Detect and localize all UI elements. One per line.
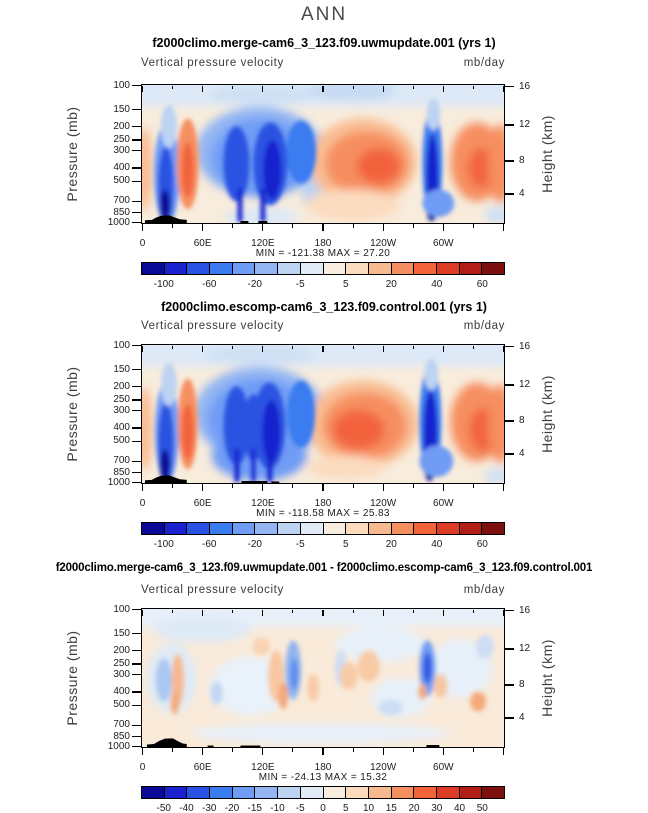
height-tick [505, 648, 514, 649]
longitude-minor-tick [232, 748, 233, 752]
season-title: ANN [300, 4, 348, 25]
pressure-tick-label: 700 [113, 195, 130, 207]
longitude-tick-label: 60W [433, 498, 454, 509]
colorbar-segment [459, 787, 482, 798]
height-tick-label: 12 [519, 643, 531, 654]
pressure-tick-label: 200 [113, 380, 130, 392]
colorbar-tick-label: 40 [431, 279, 443, 290]
colorbar-tick-label: 15 [385, 803, 397, 813]
longitude-tick [262, 748, 263, 755]
pressure-tick [132, 674, 141, 675]
height-tick-label: 8 [519, 415, 525, 426]
colorbar-tick-label: -5 [295, 539, 305, 550]
pressure-tick-label: 700 [113, 719, 130, 731]
colorbar-segment [436, 787, 459, 798]
pressure-tick-label: 300 [113, 668, 130, 680]
colorbar-tick-label: -40 [179, 803, 194, 813]
colorbar-tick-label: -100 [153, 279, 174, 290]
longitude-tick-label: 60W [433, 238, 454, 249]
colorbar-tick-label: 5 [342, 279, 349, 290]
longitude-tick [142, 748, 143, 755]
longitude-tick-top [322, 610, 323, 616]
height-axis-title: Height (km) [539, 639, 555, 717]
longitude-tick-label: 180 [314, 238, 332, 249]
height-tick [505, 610, 514, 611]
pressure-tick-label: 100 [113, 603, 130, 615]
pressure-axis-title: Pressure (mb) [64, 630, 80, 726]
longitude-tick-top [202, 610, 203, 616]
colorbar-segment [254, 787, 277, 798]
minmax-stats: MIN = -24.13 MAX = 15.32 [258, 772, 388, 783]
panel-title: f2000climo.merge-cam6_3_123.f09.uwmupdate.001 - f2000climo.escomp-cam6_3_123.f09.control.001 [55, 562, 593, 574]
colorbar-tick-label: -5 [295, 803, 305, 813]
height-tick [505, 717, 514, 718]
pressure-tick-label: 400 [113, 421, 130, 433]
colorbar-segment [209, 787, 232, 798]
panel-title: f2000climo.merge-cam6_3_123.f09.uwmupdate.001 (yrs 1) [152, 36, 496, 50]
colorbar-segment [323, 787, 346, 798]
colorbar-segment [481, 787, 504, 798]
pressure-tick-label: 1000 [107, 476, 130, 488]
colorbar-tick-label: 30 [431, 803, 443, 813]
longitude-minor-tick-top [473, 610, 474, 614]
pressure-tick-label: 700 [113, 455, 130, 467]
pressure-tick-label: 100 [113, 339, 130, 351]
pressure-tick [132, 633, 141, 634]
minmax-stats: MIN = -118.58 MAX = 25.83 [256, 508, 390, 519]
longitude-tick-top [262, 610, 263, 616]
colorbar-segment [186, 787, 209, 798]
pressure-tick [132, 736, 141, 737]
colorbar-tick-label: 10 [362, 803, 375, 813]
longitude-tick [322, 748, 323, 755]
longitude-tick-label: 120E [251, 238, 275, 249]
longitude-tick-label: 180 [314, 762, 332, 773]
height-axis-title: Height (km) [539, 115, 555, 193]
longitude-tick-label: 0 [139, 238, 146, 249]
colorbar-segment [232, 787, 255, 798]
longitude-tick-top [142, 610, 143, 616]
colorbar-tick-label: -20 [224, 803, 240, 813]
longitude-tick-label: 60E [193, 498, 212, 509]
pressure-tick [132, 746, 141, 747]
longitude-minor-tick [292, 748, 293, 752]
colorbar-tick-label: -15 [247, 803, 262, 813]
longitude-tick [383, 748, 384, 755]
pressure-tick-label: 150 [113, 627, 130, 639]
pressure-tick [132, 609, 141, 610]
longitude-minor-tick [413, 748, 414, 752]
colorbar-tick-label: 20 [385, 279, 397, 290]
units-label: mb/day [463, 320, 505, 332]
longitude-minor-tick [172, 748, 173, 752]
colorbar-tick-label: 40 [431, 539, 443, 550]
colorbar-tick-label: -20 [247, 279, 262, 290]
colorbar [141, 786, 505, 799]
colorbar-segment [391, 787, 414, 798]
longitude-tick-label: 120W [370, 238, 397, 249]
pressure-tick [132, 691, 141, 692]
height-tick [505, 684, 514, 685]
pressure-tick-label: 850 [113, 466, 130, 478]
height-tick-label: 16 [519, 340, 531, 352]
longitude-minor-tick [353, 748, 354, 752]
pressure-tick-label: 850 [113, 730, 130, 742]
pressure-tick-label: 100 [113, 79, 130, 91]
height-tick-label: 12 [519, 119, 531, 130]
longitude-tick-label: 180 [314, 498, 332, 509]
longitude-tick [202, 748, 203, 755]
pressure-tick-label: 500 [113, 699, 130, 711]
variable-label: Vertical pressure velocity [141, 584, 284, 596]
pressure-tick-label: 1000 [107, 740, 130, 752]
plot-area [141, 608, 505, 748]
pressure-tick-label: 500 [113, 435, 130, 447]
colorbar-segment [345, 787, 368, 798]
longitude-tick-label: 120E [251, 762, 275, 773]
longitude-tick-label: 0 [139, 498, 146, 509]
pressure-tick [132, 650, 141, 651]
pressure-tick-label: 200 [113, 644, 130, 656]
colorbar-tick-label: -60 [202, 279, 217, 290]
colorbar-tick-label: -100 [153, 539, 174, 550]
colorbar-tick-label: -5 [295, 279, 305, 290]
units-label: mb/day [463, 584, 505, 596]
longitude-tick-label: 120W [370, 762, 397, 773]
pressure-tick-label: 250 [113, 658, 130, 670]
pressure-tick-label: 850 [113, 206, 130, 218]
colorbar-segment [142, 787, 164, 798]
colorbar-segment [368, 787, 391, 798]
colorbar-tick-label: 60 [476, 539, 488, 550]
pressure-tick-label: 500 [113, 175, 130, 187]
longitude-tick [503, 748, 504, 755]
pressure-tick [132, 725, 141, 726]
height-tick-label: 4 [519, 188, 525, 199]
pressure-axis-title: Pressure (mb) [64, 106, 80, 202]
variable-label: Vertical pressure velocity [141, 57, 284, 69]
pressure-tick-label: 300 [113, 144, 130, 156]
longitude-tick-label: 0 [139, 762, 146, 773]
longitude-minor-tick-top [292, 610, 293, 614]
colorbar-tick-label: 5 [342, 539, 349, 550]
longitude-tick-label: 120E [251, 498, 275, 509]
colorbar-tick-label: -20 [247, 539, 262, 550]
pressure-axis-title: Pressure (mb) [64, 366, 80, 462]
pressure-tick-label: 150 [113, 103, 130, 115]
pressure-tick-label: 250 [113, 394, 130, 406]
longitude-minor-tick-top [232, 610, 233, 614]
colorbar-segment [300, 787, 323, 798]
pressure-tick-label: 400 [113, 161, 130, 173]
longitude-tick-label: 60W [433, 762, 454, 773]
pressure-tick-label: 400 [113, 685, 130, 697]
contour-field [142, 609, 504, 747]
colorbar-segment [164, 787, 187, 798]
longitude-tick-top [503, 610, 504, 616]
colorbar-tick-label: -30 [202, 803, 217, 813]
colorbar-tick-label: 20 [385, 539, 397, 550]
pressure-tick-label: 150 [113, 363, 130, 375]
longitude-tick-label: 120W [370, 498, 397, 509]
colorbar-tick-label: 50 [476, 803, 488, 813]
colorbar-tick-label: 5 [342, 803, 349, 813]
longitude-tick-top [383, 610, 384, 616]
longitude-tick-top [443, 610, 444, 616]
pressure-tick [132, 705, 141, 706]
colorbar-tick-label: -10 [270, 803, 285, 813]
colorbar-tick-label: -50 [156, 803, 171, 813]
variable-label: Vertical pressure velocity [141, 320, 284, 332]
colorbar-tick-label: 0 [320, 803, 326, 813]
longitude-minor-tick-top [413, 610, 414, 614]
colorbar-tick-label: 40 [453, 803, 466, 813]
colorbar-tick-label: 20 [408, 803, 420, 813]
height-tick-label: 4 [519, 712, 525, 723]
units-label: mb/day [463, 57, 505, 69]
pressure-tick-label: 250 [113, 134, 130, 146]
pressure-tick-label: 300 [113, 404, 130, 416]
pressure-tick [132, 663, 141, 664]
height-tick-label: 8 [519, 679, 525, 690]
longitude-minor-tick [473, 748, 474, 752]
panel-title: f2000climo.escomp-cam6_3_123.f09.control.001 (yrs 1) [161, 300, 487, 314]
height-tick-label: 16 [519, 604, 531, 616]
height-axis-title: Height (km) [539, 375, 555, 453]
longitude-minor-tick-top [172, 610, 173, 614]
pressure-tick-label: 200 [113, 120, 130, 132]
longitude-tick [443, 748, 444, 755]
height-tick-label: 4 [519, 448, 525, 459]
height-tick-label: 8 [519, 155, 525, 166]
longitude-minor-tick-top [353, 610, 354, 614]
height-tick-label: 12 [519, 379, 531, 390]
pressure-tick-label: 1000 [107, 216, 130, 228]
minmax-stats: MIN = -121.38 MAX = 27.20 [255, 248, 391, 259]
colorbar-tick-label: -60 [202, 539, 217, 550]
colorbar-segment [277, 787, 300, 798]
colorbar-segment [413, 787, 436, 798]
longitude-tick-label: 60E [193, 238, 212, 249]
longitude-tick-label: 60E [193, 762, 212, 773]
height-tick-label: 16 [519, 80, 531, 92]
colorbar-tick-label: 60 [476, 279, 488, 290]
